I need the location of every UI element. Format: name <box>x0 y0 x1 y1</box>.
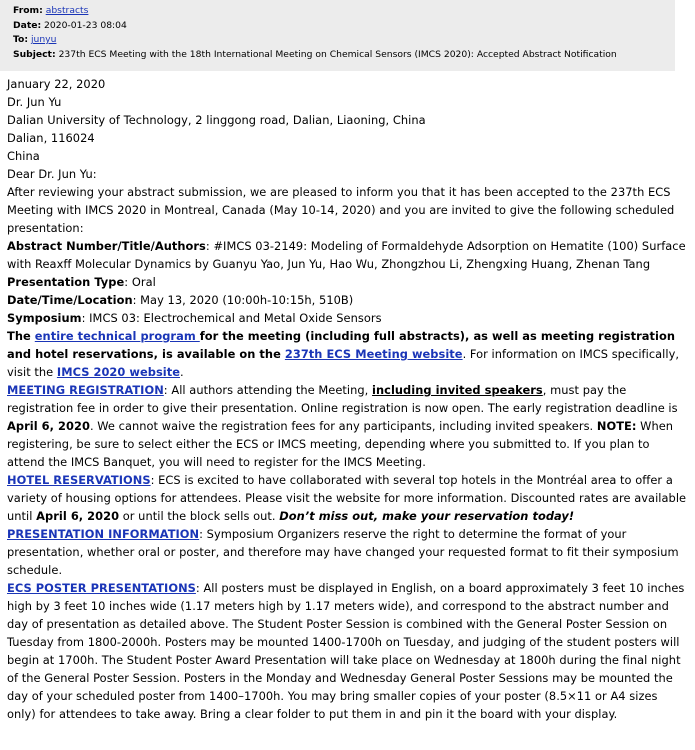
to-label: To: <box>13 34 29 46</box>
registration-paragraph <box>7 381 688 471</box>
salutation: Dear Dr. Jun Yu: <box>7 167 97 181</box>
recipient-name: Dr. Jun Yu <box>7 95 62 109</box>
recipient-address-line1: Dalian University of Technology, 2 linggong road, Dalian, Liaoning, China <box>7 113 426 127</box>
poster-text-1: : All posters must be displayed in English, on a board approximately 3 feet 10 inches high by 3 feet 10 inches wide (1.17 meters high by 1.17 meters wide), and correspond to the abstract number and day of presentation as detailed above. The Student Poster Session is combined with the General Poster Session on Tuesday from 1800-2000h. Posters may be mounted 1400-1700h on Tuesday, and judging of the student posters will begin at 1700h. The Student Poster Award Presentation will take place on Wednesday at 1800h during the final night of the General Poster Session. Posters in the Monday and Wednesday General Poster Sessions may be mounted the day of your scheduled poster from 1400–1700h. You may bring smaller copies of your poster (8.5×11 or A4 sizes only) for attendees to take away. Bring a clear folder to put them in and pin it the board with your display. <box>7 581 685 721</box>
ptype-value: : Oral <box>124 275 156 289</box>
from-label: From: <box>13 5 43 16</box>
presentation-information-link[interactable]: PRESENTATION INFORMATION <box>7 527 200 541</box>
subject-label: Subject: <box>13 48 56 60</box>
intro-paragraph: After reviewing your abstract submission, we are pleased to inform you that it has been accepted to the 237th ECS Meeting with IMCS 2020 in Montreal, Canada (May 10-14, 2020) and you are invited to give the following scheduled presentation: <box>7 185 675 235</box>
symposium <box>7 309 688 327</box>
date-row <box>13 19 667 34</box>
to-link[interactable]: junyu <box>30 34 57 46</box>
poster-paragraph <box>7 579 688 723</box>
date-value: 2020-01-23 08:04 <box>44 19 127 31</box>
registration-text-4: When registering, be sure to select either the ECS or IMCS meeting, depending where you submitted to. If you plan to attend the IMCS Banquet, you will need to register for the IMCS Meeting. <box>7 419 674 469</box>
date-label: Date: <box>13 19 42 31</box>
presentation-text-1: : Symposium Organizers reserve the right to determine the format of your presentation, whether oral or poster, and therefore may have changed your requested format to fit their symposium schedule. <box>7 527 679 577</box>
hotel-deadline: April 6, 2020 <box>36 509 120 523</box>
abstract-value: : #IMCS 03-2149: Modeling of Formaldehyde Adsorption on Hematite (100) Surface with Reaxff Molecular Dynamics by Guanyu Yao, Jun Yu, Hao Wu, Zhongzhou Li, Zhengxing Huang, Zhenan Tang <box>7 239 686 271</box>
registration-deadline: April 6, 2020 <box>7 419 90 433</box>
registration-note: NOTE: <box>596 419 637 433</box>
from-row <box>13 4 667 19</box>
ptype-label: Presentation Type <box>7 275 125 289</box>
email-body <box>0 71 695 723</box>
subject-row <box>13 48 667 63</box>
program-text-2: for the meeting (including full abstracts), as well as meeting registration and hotel reservations, is available on the <box>7 329 675 361</box>
ecs-meeting-website-link[interactable]: 237th ECS Meeting website <box>284 347 463 361</box>
program-text-3: . For information on IMCS specifically, visit the <box>7 347 680 379</box>
registration-text-2: , must pay the registration fee in order to give their presentation. Online registration is now open. The early registration deadline is <box>7 383 678 415</box>
date-time-location <box>7 291 688 309</box>
hotel-reservations-link[interactable]: HOTEL RESERVATIONS <box>7 473 151 487</box>
imcs-website-link[interactable]: IMCS 2020 website <box>56 365 180 379</box>
technical-program-link[interactable]: entire technical program <box>34 329 200 343</box>
symposium-label: Symposium <box>7 311 82 325</box>
presentation-type <box>7 273 688 291</box>
program-text-4: . <box>180 365 184 379</box>
invited-speakers-emphasis: including invited speakers <box>372 383 543 397</box>
subject-value: 237th ECS Meeting with the 18th International Meeting on Chemical Sensors (IMCS 2020): Accepted Abstract Notification <box>58 48 617 60</box>
hotel-text-2: or until the block sells out. <box>119 509 280 523</box>
to-row <box>13 33 667 48</box>
dtl-label: Date/Time/Location <box>7 293 133 307</box>
program-text-1: The <box>7 329 35 343</box>
program-paragraph <box>7 327 688 381</box>
email-header <box>0 0 675 71</box>
letter-date: January 22, 2020 <box>7 77 106 91</box>
dtl-value: : May 13, 2020 (10:00h-10:15h, 510B) <box>132 293 354 307</box>
recipient-address-line2: Dalian, 116024 <box>7 131 95 145</box>
hotel-text-1: : ECS is excited to have collaborated with several top hotels in the Montréal area to offer a variety of housing options for attendees. Please visit the website for more information. Discounted rates are available until <box>7 473 687 523</box>
poster-presentations-link[interactable]: ECS POSTER PRESENTATIONS <box>7 581 196 595</box>
hotel-emphasis: Don’t miss out, make your reservation today! <box>279 509 575 523</box>
meeting-registration-link[interactable]: MEETING REGISTRATION <box>7 383 164 397</box>
abstract-info <box>7 237 688 273</box>
registration-text-3: . We cannot waive the registration fees for any participants, including invited speakers. <box>89 419 597 433</box>
registration-text-1: : All authors attending the Meeting, <box>163 383 373 397</box>
recipient-country: China <box>7 149 40 163</box>
presentation-paragraph <box>7 525 688 579</box>
from-link[interactable]: abstracts <box>45 5 89 16</box>
hotel-paragraph <box>7 471 688 525</box>
abstract-label: Abstract Number/Title/Authors <box>7 239 206 253</box>
symposium-value: : IMCS 03: Electrochemical and Metal Oxide Sensors <box>81 311 382 325</box>
